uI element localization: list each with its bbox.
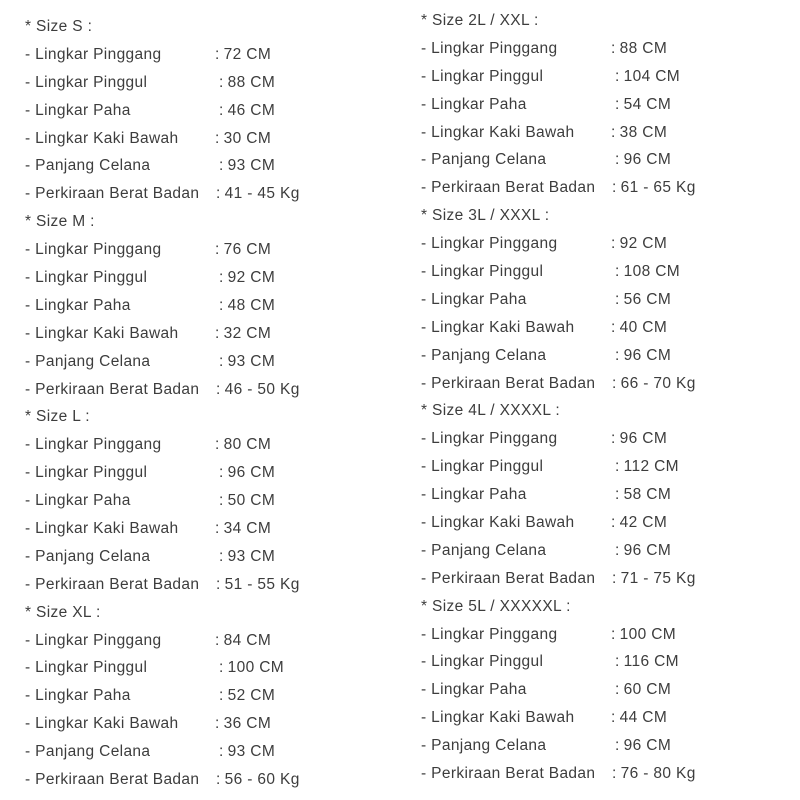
measurement-value-wrap (219, 348, 275, 376)
size-heading: * Size 5L / XXXXXL : (421, 597, 571, 615)
measurement-row (25, 376, 300, 404)
measurement-value-wrap (219, 459, 275, 487)
measurement-value-wrap (612, 565, 696, 593)
separator-colon: : (219, 269, 224, 287)
measurement-label: - Perkiraan Berat Badan (25, 185, 200, 203)
separator-colon: : (615, 653, 620, 671)
measurement-value: 66 - 70 Kg (620, 374, 696, 392)
measurement-value-wrap (611, 509, 667, 537)
measurement-value: 50 CM (227, 492, 276, 510)
measurement-value-wrap (612, 760, 696, 788)
measurement-row (25, 431, 272, 459)
separator-colon: : (611, 235, 616, 253)
measurement-value: 76 CM (223, 241, 272, 259)
separator-colon: : (615, 681, 620, 699)
measurement-label: - Perkiraan Berat Badan (25, 771, 200, 789)
measurement-row (421, 704, 668, 732)
separator-colon: : (219, 547, 224, 565)
size-heading: * Size M : (25, 213, 95, 231)
measurement-value-wrap (615, 537, 671, 565)
separator-colon: : (615, 151, 620, 169)
measurement-value: 96 CM (623, 151, 672, 169)
measurement-row (25, 766, 300, 794)
measurement-row (421, 230, 668, 258)
measurement-label: - Lingkar Pinggul (25, 73, 148, 91)
separator-colon: : (615, 67, 620, 85)
measurement-value-wrap (612, 174, 696, 202)
measurement-value-wrap (611, 425, 667, 453)
measurement-value: 71 - 75 Kg (620, 569, 696, 587)
size-column-right (421, 7, 696, 788)
measurement-value: 54 CM (623, 95, 672, 113)
measurement-value: 93 CM (227, 352, 276, 370)
measurement-row (25, 180, 300, 208)
measurement-value-wrap (615, 732, 671, 760)
separator-colon: : (215, 631, 220, 649)
separator-colon: : (215, 324, 220, 342)
measurement-value: 32 CM (223, 324, 272, 342)
measurement-value: 46 - 50 Kg (224, 380, 300, 398)
measurement-label: - Lingkar Paha (421, 681, 527, 699)
measurement-value-wrap (615, 453, 679, 481)
measurement-value: 61 - 65 Kg (620, 179, 696, 197)
measurement-value: 34 CM (223, 520, 272, 538)
measurement-row (421, 286, 672, 314)
separator-colon: : (612, 179, 617, 197)
measurement-row (421, 621, 677, 649)
measurement-label: - Perkiraan Berat Badan (25, 380, 200, 398)
measurement-value-wrap (612, 370, 696, 398)
separator-colon: : (219, 743, 224, 761)
measurement-label: - Lingkar Paha (421, 95, 527, 113)
measurement-value-wrap (215, 515, 271, 543)
measurement-row (421, 258, 681, 286)
separator-colon: : (615, 486, 620, 504)
measurement-value: 58 CM (623, 486, 672, 504)
size-heading: * Size 4L / XXXXL : (421, 402, 561, 420)
measurement-row (25, 236, 272, 264)
measurement-value: 36 CM (223, 715, 272, 733)
separator-colon: : (216, 771, 221, 789)
measurement-value-wrap (216, 571, 300, 599)
separator-colon: : (219, 464, 224, 482)
measurement-value: 42 CM (619, 514, 668, 532)
measurement-row (25, 264, 276, 292)
measurement-label: - Lingkar Paha (25, 101, 131, 119)
measurement-label: - Lingkar Pinggul (421, 458, 544, 476)
measurement-value-wrap (611, 119, 667, 147)
measurement-value-wrap (215, 431, 271, 459)
measurement-value-wrap (215, 627, 271, 655)
measurement-row (421, 648, 679, 676)
measurement-value: 96 CM (623, 541, 672, 559)
measurement-value-wrap (611, 704, 667, 732)
measurement-label: - Lingkar Kaki Bawah (421, 709, 575, 727)
measurement-value: 96 CM (619, 430, 668, 448)
measurement-value-wrap (615, 286, 671, 314)
measurement-label: - Panjang Celana (421, 346, 547, 364)
measurement-value: 93 CM (227, 157, 276, 175)
measurement-value: 76 - 80 Kg (620, 765, 696, 783)
measurement-row (25, 571, 300, 599)
measurement-row (421, 425, 668, 453)
measurement-label: - Lingkar Pinggang (25, 436, 162, 454)
measurement-value-wrap (219, 487, 275, 515)
separator-colon: : (611, 514, 616, 532)
measurement-value: 41 - 45 Kg (224, 185, 300, 203)
separator-colon: : (612, 765, 617, 783)
measurement-value-wrap (219, 292, 275, 320)
measurement-value: 92 CM (227, 269, 276, 287)
measurement-value: 100 CM (227, 659, 285, 677)
measurement-label: - Lingkar Pinggul (421, 653, 544, 671)
measurement-label: - Lingkar Pinggul (25, 464, 148, 482)
measurement-value-wrap (219, 682, 275, 710)
measurement-label: - Lingkar Kaki Bawah (421, 318, 575, 336)
measurement-label: - Perkiraan Berat Badan (25, 575, 200, 593)
separator-colon: : (215, 241, 220, 259)
measurement-row (25, 97, 276, 125)
measurement-label: - Panjang Celana (421, 541, 547, 559)
measurement-value-wrap (219, 654, 284, 682)
measurement-label: - Lingkar Paha (421, 486, 527, 504)
separator-colon: : (615, 290, 620, 308)
measurement-value-wrap (615, 648, 679, 676)
separator-colon: : (615, 95, 620, 113)
measurement-value-wrap (215, 236, 271, 264)
measurement-row (25, 69, 276, 97)
size-column-left (25, 13, 300, 794)
measurement-row (25, 654, 285, 682)
measurement-row (421, 342, 672, 370)
measurement-value-wrap (611, 35, 667, 63)
measurement-value: 80 CM (223, 436, 272, 454)
measurement-row (25, 682, 276, 710)
separator-colon: : (215, 129, 220, 147)
measurement-value: 112 CM (623, 458, 679, 476)
measurement-label: - Panjang Celana (25, 547, 151, 565)
separator-colon: : (219, 157, 224, 175)
measurement-value: 46 CM (227, 101, 276, 119)
measurement-value-wrap (615, 146, 671, 174)
measurement-label: - Lingkar Pinggang (421, 235, 558, 253)
size-heading: * Size S : (25, 18, 93, 35)
measurement-value-wrap (215, 320, 271, 348)
measurement-label: - Lingkar Kaki Bawah (25, 324, 179, 342)
measurement-label: - Panjang Celana (421, 151, 547, 169)
measurement-value: 51 - 55 Kg (224, 575, 300, 593)
measurement-row (25, 710, 272, 738)
measurement-value: 52 CM (227, 687, 276, 705)
measurement-value: 88 CM (619, 39, 668, 57)
measurement-row (421, 174, 696, 202)
separator-colon: : (219, 101, 224, 119)
size-heading: * Size 2L / XXL : (421, 12, 539, 29)
separator-colon: : (219, 492, 224, 510)
measurement-value: 48 CM (227, 296, 276, 314)
measurement-value: 30 CM (223, 129, 272, 147)
measurement-row (25, 41, 272, 69)
measurement-label: - Lingkar Kaki Bawah (421, 123, 575, 141)
separator-colon: : (216, 575, 221, 593)
measurement-value: 40 CM (619, 318, 668, 336)
separator-colon: : (615, 737, 620, 755)
measurement-row (421, 146, 672, 174)
measurement-value-wrap (615, 676, 671, 704)
measurement-label: - Lingkar Pinggang (421, 625, 558, 643)
measurement-value: 108 CM (623, 263, 681, 281)
separator-colon: : (219, 296, 224, 314)
measurement-row (421, 370, 696, 398)
measurement-label: - Lingkar Pinggang (421, 39, 558, 57)
separator-colon: : (612, 374, 617, 392)
separator-colon: : (219, 352, 224, 370)
measurement-label: - Lingkar Pinggul (25, 269, 148, 287)
measurement-value-wrap (215, 710, 271, 738)
separator-colon: : (216, 185, 221, 203)
measurement-label: - Panjang Celana (25, 352, 151, 370)
measurement-value-wrap (216, 180, 300, 208)
separator-colon: : (615, 541, 620, 559)
measurement-label: - Lingkar Pinggang (25, 241, 162, 259)
measurement-row (421, 509, 668, 537)
measurement-label: - Panjang Celana (25, 157, 151, 175)
measurement-label: - Lingkar Kaki Bawah (421, 514, 575, 532)
separator-colon: : (219, 659, 224, 677)
separator-colon: : (215, 520, 220, 538)
measurement-value: 56 CM (623, 290, 672, 308)
measurement-value-wrap (219, 264, 275, 292)
measurement-row (421, 481, 672, 509)
measurement-value: 44 CM (619, 709, 668, 727)
measurement-value: 96 CM (623, 737, 672, 755)
measurement-row (25, 515, 272, 543)
measurement-value-wrap (219, 97, 275, 125)
separator-colon: : (215, 436, 220, 454)
measurement-row (421, 119, 668, 147)
measurement-row (421, 453, 679, 481)
measurement-row (25, 738, 276, 766)
measurement-row (421, 314, 668, 342)
measurement-label: - Lingkar Pinggang (25, 631, 162, 649)
measurement-label: - Lingkar Paha (25, 296, 131, 314)
measurement-label: - Lingkar Kaki Bawah (25, 715, 179, 733)
measurement-value-wrap (216, 376, 300, 404)
measurement-value-wrap (219, 69, 275, 97)
measurement-row (421, 760, 696, 788)
separator-colon: : (611, 430, 616, 448)
measurement-row (25, 292, 276, 320)
measurement-value-wrap (215, 125, 271, 153)
measurement-value-wrap (611, 230, 667, 258)
measurement-row (25, 152, 276, 180)
measurement-label: - Lingkar Pinggang (421, 430, 558, 448)
size-heading: * Size 3L / XXXL : (421, 207, 550, 225)
measurement-value-wrap (615, 91, 671, 119)
measurement-value-wrap (611, 621, 676, 649)
measurement-value-wrap (615, 342, 671, 370)
separator-colon: : (215, 45, 220, 63)
measurement-value-wrap (215, 41, 271, 69)
measurement-row (421, 537, 672, 565)
measurement-label: - Perkiraan Berat Badan (421, 179, 596, 197)
measurement-row (25, 627, 272, 655)
measurement-value-wrap (611, 314, 667, 342)
measurement-label: - Lingkar Paha (421, 290, 527, 308)
measurement-row (421, 91, 672, 119)
separator-colon: : (612, 569, 617, 587)
measurement-value: 72 CM (223, 45, 272, 63)
measurement-value-wrap (219, 543, 275, 571)
measurement-value: 56 - 60 Kg (224, 771, 300, 789)
measurement-value-wrap (615, 258, 680, 286)
measurement-label: - Lingkar Pinggang (25, 45, 162, 63)
measurement-value-wrap (615, 63, 680, 91)
measurement-value-wrap (615, 481, 671, 509)
separator-colon: : (216, 380, 221, 398)
measurement-row (25, 348, 276, 376)
measurement-row (421, 35, 668, 63)
measurement-label: - Panjang Celana (421, 737, 547, 755)
measurement-value-wrap (219, 152, 275, 180)
separator-colon: : (611, 709, 616, 727)
measurement-value: 96 CM (623, 346, 672, 364)
measurement-value: 93 CM (227, 743, 276, 761)
separator-colon: : (611, 39, 616, 57)
separator-colon: : (615, 346, 620, 364)
measurement-label: - Lingkar Kaki Bawah (25, 129, 179, 147)
separator-colon: : (219, 687, 224, 705)
separator-colon: : (615, 458, 620, 476)
measurement-value-wrap (219, 738, 275, 766)
measurement-label: - Perkiraan Berat Badan (421, 374, 596, 392)
measurement-value: 38 CM (619, 123, 668, 141)
measurement-label: - Lingkar Pinggul (421, 263, 544, 281)
measurement-row (25, 487, 276, 515)
measurement-row (25, 320, 272, 348)
measurement-row (25, 459, 276, 487)
measurement-value: 104 CM (623, 67, 681, 85)
measurement-row (421, 565, 696, 593)
measurement-value: 93 CM (227, 547, 276, 565)
measurement-row (421, 732, 672, 760)
measurement-label: - Lingkar Pinggul (421, 67, 544, 85)
measurement-row (421, 63, 681, 91)
separator-colon: : (615, 263, 620, 281)
measurement-label: - Lingkar Paha (25, 687, 131, 705)
separator-colon: : (611, 123, 616, 141)
separator-colon: : (611, 625, 616, 643)
measurement-label: - Panjang Celana (25, 743, 151, 761)
measurement-label: - Perkiraan Berat Badan (421, 765, 596, 783)
separator-colon: : (611, 318, 616, 336)
measurement-value: 96 CM (227, 464, 276, 482)
measurement-value: 92 CM (619, 235, 668, 253)
measurement-row (25, 543, 276, 571)
measurement-value: 88 CM (227, 73, 276, 91)
separator-colon: : (219, 73, 224, 91)
measurement-label: - Perkiraan Berat Badan (421, 569, 596, 587)
measurement-label: - Lingkar Paha (25, 492, 131, 510)
measurement-value: 60 CM (623, 681, 672, 699)
size-heading: * Size L : (25, 408, 90, 426)
measurement-value-wrap (216, 766, 300, 794)
measurement-row (421, 676, 672, 704)
measurement-label: - Lingkar Kaki Bawah (25, 520, 179, 538)
measurement-value: 84 CM (223, 631, 272, 649)
measurement-row (25, 125, 272, 153)
measurement-value: 100 CM (619, 625, 677, 643)
size-heading: * Size XL : (25, 603, 101, 621)
measurement-value: 116 CM (623, 653, 679, 671)
separator-colon: : (215, 715, 220, 733)
measurement-label: - Lingkar Pinggul (25, 659, 148, 677)
